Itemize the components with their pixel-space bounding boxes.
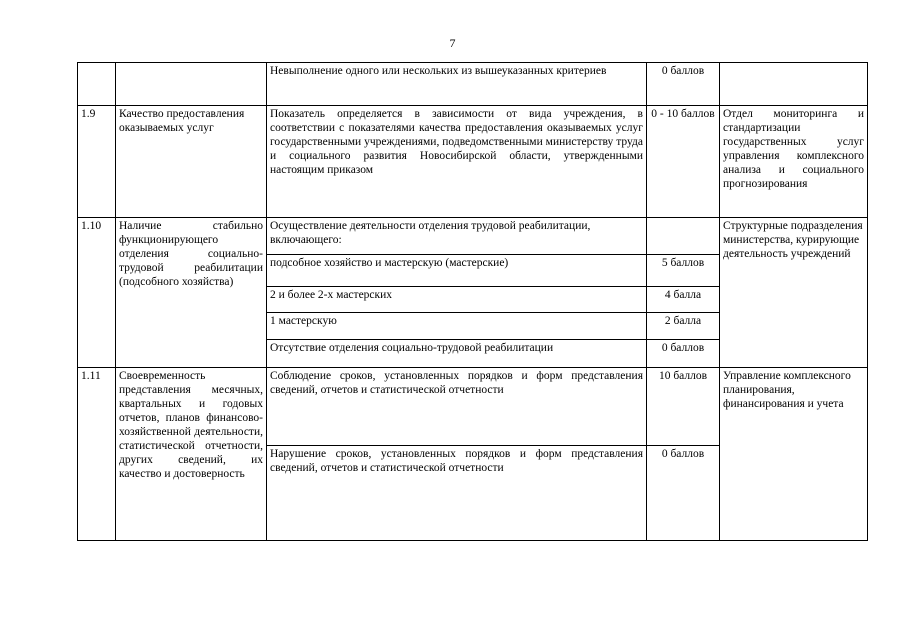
name-cell: Своевременность представления месячных, квартальных и годовых отчетов, планов финансово-хозяйственной деятельности, статистической отчетности, других сведений, их качество и достоверность xyxy=(116,368,267,541)
responsible-cell: Управление комплексного планирования, финансирования и учета xyxy=(720,368,868,541)
page-number: 7 xyxy=(449,36,456,50)
criterion-item: подсобное хозяйство и мастерскую (мастерские) xyxy=(267,255,646,287)
criterion-cell: Невыполнение одного или нескольких из вышеуказанных критериев xyxy=(267,63,647,106)
criterion-item: Осуществление деятельности отделения трудовой реабилитации, включающего: xyxy=(267,218,646,255)
score-item: 2 балла xyxy=(647,313,719,340)
name-cell xyxy=(116,63,267,106)
table-row-1-11 xyxy=(78,368,868,541)
name-cell: Качество предоставления оказываемых услуг xyxy=(116,106,267,218)
table-row-continuation xyxy=(78,63,868,106)
responsible-cell xyxy=(720,63,868,106)
num-cell: 1.10 xyxy=(78,218,116,368)
responsible-cell: Структурные подразделения министерства, курирующие деятельность учреждений xyxy=(720,218,868,368)
criterion-item: Нарушение сроков, установленных порядков и форм представления сведений, отчетов и статистической отчетности xyxy=(270,448,643,474)
criterion-item: 1 мастерскую xyxy=(267,313,646,340)
criterion-item: 2 и более 2-х мастерских xyxy=(267,287,646,313)
criterion-item: Отсутствие отделения социально-трудовой реабилитации xyxy=(270,342,554,354)
table-row-1-9 xyxy=(78,106,868,218)
criterion-item: Соблюдение сроков, установленных порядков и форм представления сведений, отчетов и статистической отчетности xyxy=(267,368,646,446)
scores-subcell xyxy=(647,218,720,368)
table-row-1-10 xyxy=(78,218,868,368)
score-item: 5 баллов xyxy=(647,255,719,287)
name-cell: Наличие стабильно функционирующего отделения социально-трудовой реабилитации (подсобного хозяйства) xyxy=(116,218,267,368)
score-cell: 0 - 10 баллов xyxy=(647,106,720,218)
criteria-subcell xyxy=(267,368,647,541)
criteria-table xyxy=(77,62,868,541)
score-item: 10 баллов xyxy=(647,368,719,446)
num-cell: 1.11 xyxy=(78,368,116,541)
num-cell: 1.9 xyxy=(78,106,116,218)
score-item xyxy=(647,218,719,255)
criterion-cell: Показатель определяется в зависимости от вида учреждения, в соответствии с показателями качества предоставления оказываемых услуг государственными учреждениями, подведомственными министерству труда и социального развития Новосибирской области, утвержденными настоящим приказом xyxy=(267,106,647,218)
score-item: 4 балла xyxy=(647,287,719,313)
score-item: 0 баллов xyxy=(661,342,705,354)
responsible-cell: Отдел мониторинга и стандартизации государственных услуг управления комплексного анализа и социального прогнозирования xyxy=(720,106,868,218)
criteria-subcell xyxy=(267,218,647,368)
score-item: 0 баллов xyxy=(661,448,705,460)
scores-subcell xyxy=(647,368,720,541)
num-cell xyxy=(78,63,116,106)
score-cell: 0 баллов xyxy=(647,63,720,106)
